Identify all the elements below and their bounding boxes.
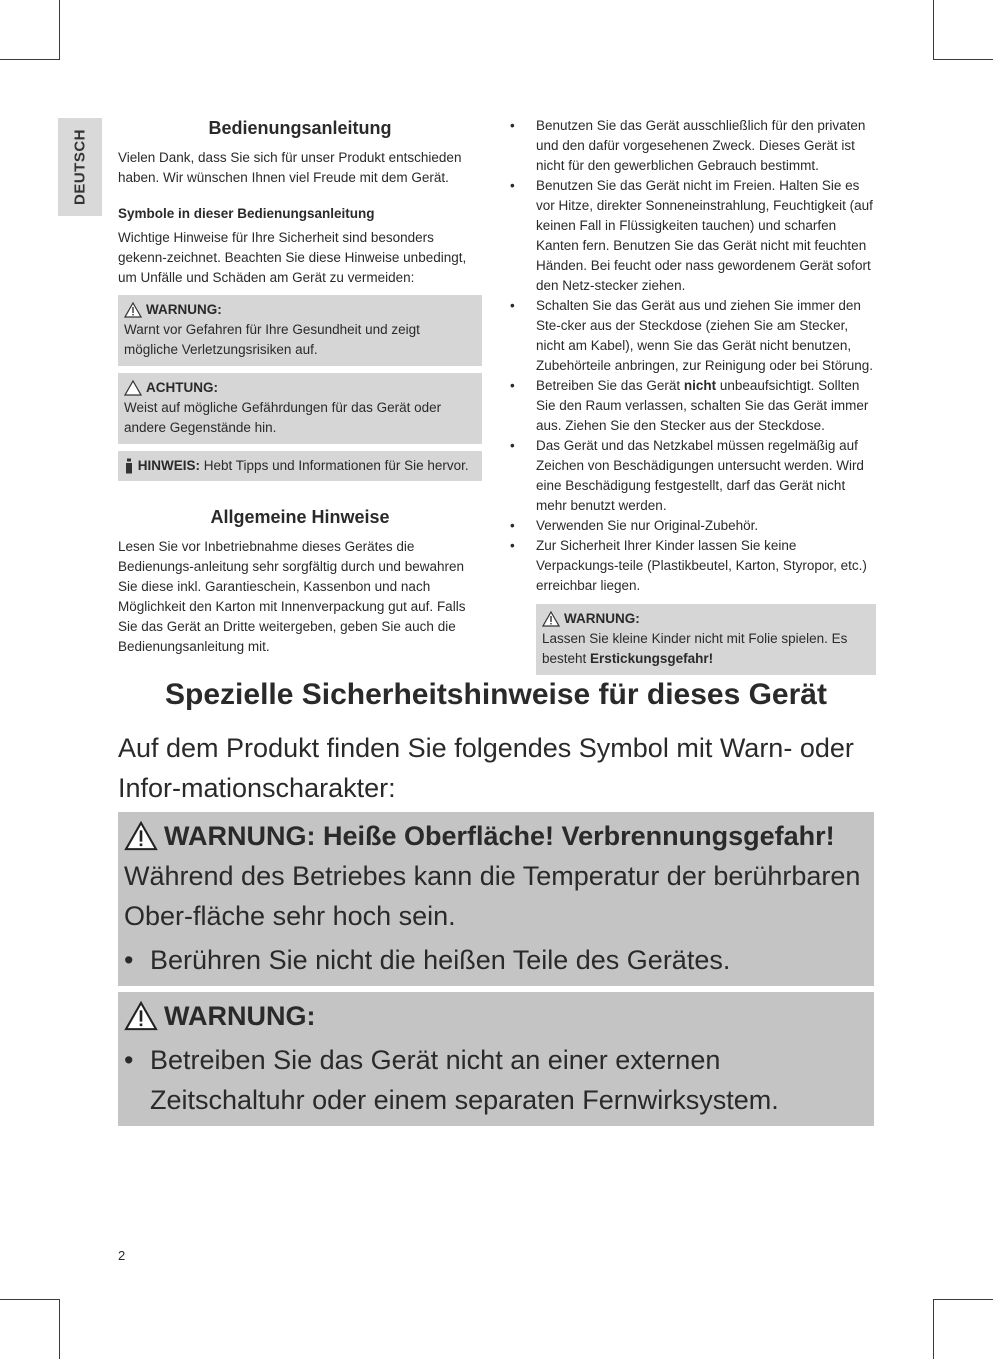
child-warning-label: WARNUNG:: [564, 611, 640, 626]
achtung-box: [118, 373, 482, 444]
crop-mark: [59, 1299, 60, 1359]
list-item-text: Betreiben Sie das Gerät: [536, 378, 684, 393]
warning-icon: [124, 1001, 158, 1031]
warnung-box: [118, 295, 482, 366]
list-item: • Betreiben Sie das Gerät nicht an einer externen Zeitschaltuhr oder einem separaten Fernwirksystem.: [124, 1040, 868, 1120]
intro-text: Vielen Dank, dass Sie sich für unser Produkt entschieden haben. Wir wünschen Ihnen viel Freude mit dem Gerät.: [118, 150, 462, 185]
general-title: Allgemeine Hinweise: [210, 507, 390, 527]
warnung-label: WARNUNG:: [146, 302, 222, 317]
child-warning-text-main: Lassen Sie kleine Kinder nicht mit Folie spielen. Es besteht: [542, 631, 848, 666]
symbols-heading: Symbole in dieser Bedienungsanleitung: [118, 206, 375, 221]
language-tab-label: DEUTSCH: [71, 128, 89, 206]
achtung-label: ACHTUNG:: [146, 380, 218, 395]
warning-icon: [124, 821, 158, 851]
crop-mark: [933, 1299, 993, 1300]
hot-surface-title: WARNUNG: Heiße Oberfläche! Verbrennungsgefahr!: [164, 821, 835, 851]
list-item: • Berühren Sie nicht die heißen Teile des Gerätes.: [124, 940, 868, 980]
info-icon: [124, 458, 134, 474]
language-tab: [58, 118, 102, 216]
crop-mark: [933, 0, 934, 60]
symbols-text: Wichtige Hinweise für Ihre Sicherheit sind besonders gekenn-zeichnet. Beachten Sie diese Hinweise unbedingt, um Unfälle und Schäden am Gerät zu vermeiden:: [118, 230, 467, 285]
hinweis-box: [118, 451, 482, 481]
hinweis-label: HINWEIS:: [137, 458, 201, 473]
crop-mark: [933, 59, 993, 60]
manual-title: Bedienungsanleitung: [208, 118, 392, 138]
hinweis-text: Hebt Tipps und Informationen für Sie hervor.: [203, 458, 469, 473]
hot-surface-warning-box: [118, 812, 874, 986]
hot-surface-text: Während des Betriebes kann die Temperatur der berührbaren Ober-fläche sehr hoch sein.: [124, 861, 861, 931]
timer-warning-list: [124, 1040, 868, 1120]
child-warning-box: [536, 604, 876, 675]
timer-warning-title: WARNUNG:: [164, 1001, 316, 1031]
achtung-text: Weist auf mögliche Gefährdungen für das Gerät oder andere Gegenstände hin.: [124, 400, 442, 435]
list-item: • Zur Sicherheit Ihrer Kinder lassen Sie keine Verpackungs-teile (Plastikbeutel, Karton, Styropor, etc.) erreichbar liegen.: [508, 536, 876, 596]
special-intro: Auf dem Produkt finden Sie folgendes Symbol mit Warn- oder Infor-mationscharakter:: [118, 733, 854, 803]
list-item: • Schalten Sie das Gerät aus und ziehen Sie immer den Ste-cker aus der Steckdose (ziehen Sie am Stecker, nicht am Kabel), wenn Sie das Gerät nicht benutzen, Zubehörteile anbringen, zur Reinigung oder bei Störung.: [508, 296, 876, 376]
general-text: Lesen Sie vor Inbetriebnahme dieses Gerätes die Bedienungs-anleitung sehr sorgfältig durch und bewahren Sie diese inkl. Garantieschein, Kassenbon und nach Möglichkeit den Karton mit Innenverpackung gut auf. Falls Sie das Gerät an Dritte weitergeben, geben Sie auch die Bedienungsanleitung mit.: [118, 539, 466, 654]
crop-mark: [933, 1299, 934, 1359]
warning-icon: [124, 302, 142, 318]
warning-icon: [542, 611, 560, 627]
list-item: • Das Gerät und das Netzkabel müssen regelmäßig auf Zeichen von Beschädigungen untersucht werden. Wird eine Beschädigung festgestellt, darf das Gerät nicht mehr benutzt werden.: [508, 436, 876, 516]
right-column: [508, 116, 876, 675]
page-number: 2: [118, 1248, 126, 1263]
list-item: [508, 376, 876, 436]
child-warning-emphasis: Erstickungsgefahr!: [590, 651, 714, 666]
list-item: • Benutzen Sie das Gerät nicht im Freien. Halten Sie es vor Hitze, direkter Sonneneinstrahlung, Feuchtigkeit (auf keinen Fall in Flüssigkeiten tauchen) und scharfen Kanten fern. Benutzen Sie das Gerät nicht mit feuchten Händen. Bei feucht oder nass gewordenem Gerät sofort den Netz-stecker ziehen.: [508, 176, 876, 296]
hot-surface-list: [124, 940, 868, 980]
caution-icon: [124, 380, 142, 396]
warnung-text: Warnt vor Gefahren für Ihre Gesundheit und zeigt mögliche Verletzungsrisiken auf.: [124, 322, 420, 357]
list-item: • Verwenden Sie nur Original-Zubehör.: [508, 516, 876, 536]
crop-mark: [0, 1299, 60, 1300]
crop-mark: [59, 0, 60, 60]
list-item-text: unbeaufsichtigt. Sollten Sie den Raum verlassen, schalten Sie das Gerät immer aus. Ziehen Sie den Stecker aus der Steckdose.: [536, 378, 869, 433]
crop-mark: [0, 59, 60, 60]
list-item: • Benutzen Sie das Gerät ausschließlich für den privaten und den dafür vorgesehenen Zweck. Dieses Gerät ist nicht für den gewerblichen Gebrauch bestimmt.: [508, 116, 876, 176]
child-warning-text: [542, 629, 870, 669]
left-column: [118, 116, 482, 657]
special-safety-section: [118, 672, 874, 1126]
timer-warning-box: [118, 992, 874, 1126]
special-title: Spezielle Sicherheitshinweise für dieses Gerät: [165, 678, 827, 711]
safety-list: [508, 116, 876, 596]
list-item-emphasis: nicht: [683, 378, 717, 393]
